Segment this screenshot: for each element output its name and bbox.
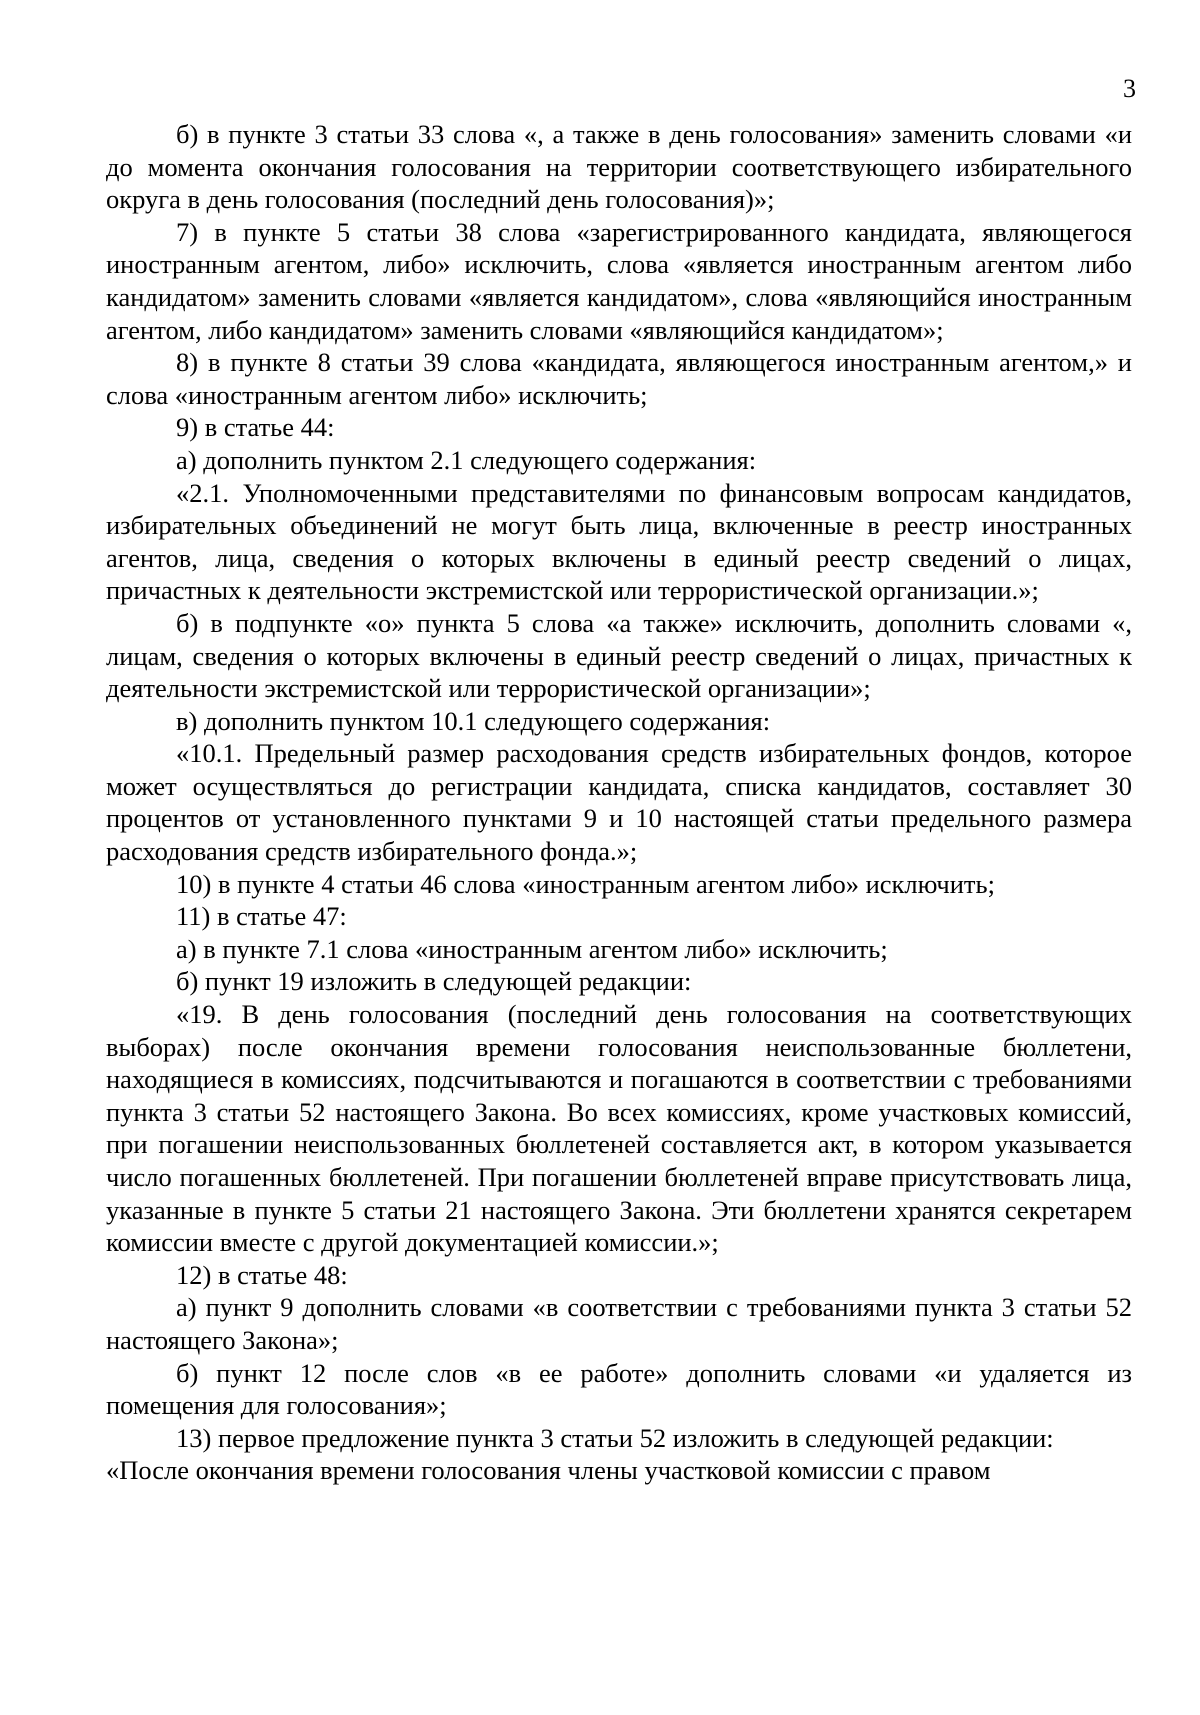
page-number: 3 xyxy=(1123,74,1136,103)
paragraph-11: 11) в статье 47: xyxy=(176,901,347,932)
paragraph-8: 8) в пункте 8 статьи 39 слова «кандидата, являющегося иностранным агентом,» и слова «иностранным агентом либо» исключить; xyxy=(106,347,1132,410)
paragraph-10: 10) в пункте 4 статьи 46 слова «иностранным агентом либо» исключить; xyxy=(176,868,995,899)
paragraph-9a: а) дополнить пунктом 2.1 следующего содержания: xyxy=(176,444,757,475)
paragraph-13: 13) первое предложение пункта 3 статьи 52 изложить в следующей редакции: xyxy=(176,1422,1054,1453)
paragraph-11a: а) в пункте 7.1 слова «иностранным агентом либо» исключить; xyxy=(176,933,888,964)
document-body xyxy=(106,118,1132,1487)
paragraph-10-1-quote: «10.1. Предельный размер расходования средств избирательных фондов, которое может осуществляться до регистрации кандидата, списка кандидатов, составляет 30 процентов от установленного пунктами 9 и 10 настоящей статьи предельного размера расходования средств избирательного фонда.»; xyxy=(106,738,1132,867)
paragraph-7: 7) в пункте 5 статьи 38 слова «зарегистрированного кандидата, являющегося иностранным агентом, либо» исключить, слова «является иностранным агентом либо кандидатом» заменить словами «является кандидатом», слова «являющийся иностранным агентом, либо кандидатом» заменить словами «являющийся кандидатом»; xyxy=(106,216,1132,345)
paragraph-12a: а) пункт 9 дополнить словами «в соответствии с требованиями пункта 3 статьи 52 настоящего Закона»; xyxy=(106,1292,1132,1355)
paragraph-6b: б) в пункте 3 статьи 33 слова «, а также в день голосования» заменить словами «и до момента окончания голосования на территории соответствующего избирательного округа в день голосования (последний день голосования)»; xyxy=(106,119,1132,215)
paragraph-12b: б) пункт 12 после слов «в ее работе» дополнить словами «и удаляется из помещения для голосования»; xyxy=(106,1357,1132,1421)
paragraph-9: 9) в статье 44: xyxy=(176,412,335,443)
paragraph-9v: в) дополнить пунктом 10.1 следующего содержания: xyxy=(176,705,771,736)
paragraph-13-quote: «После окончания времени голосования члены участковой комиссии с правом xyxy=(106,1455,991,1486)
paragraph-9b: б) в подпункте «о» пункта 5 слова «а также» исключить, дополнить словами «, лицам, сведения о которых включены в единый реестр сведений о лицах, причастных к деятельности экстремистской или террористической организации»; xyxy=(106,607,1132,704)
paragraph-19-quote: «19. В день голосования (последний день голосования на соответствующих выборах) после окончания времени голосования неиспользованные бюллетени, находящиеся в комиссиях, подсчитываются и погашаются в соответствии с требованиями пункта 3 статьи 52 настоящего Закона. Во всех комиссиях, кроме участковых комиссий, при погашении неиспользованных бюллетеней составляется акт, в котором указывается число погашенных бюллетеней. При погашении бюллетеней вправе присутствовать лица, указанные в пункте 5 статьи 21 настоящего Закона. Эти бюллетени хранятся секретарем комиссии вместе с другой документацией комиссии.»; xyxy=(106,999,1132,1258)
paragraph-12: 12) в статье 48: xyxy=(176,1259,348,1290)
paragraph-2-1-quote: «2.1. Уполномоченными представителями по финансовым вопросам кандидатов, избирательных объединений не могут быть лица, включенные в реестр иностранных агентов, лица, сведения о которых включены в единый реестр сведений о лицах, причастных к деятельности экстремистской или террористической организации.»; xyxy=(106,477,1132,606)
paragraph-11b: б) пункт 19 изложить в следующей редакции: xyxy=(176,966,692,997)
